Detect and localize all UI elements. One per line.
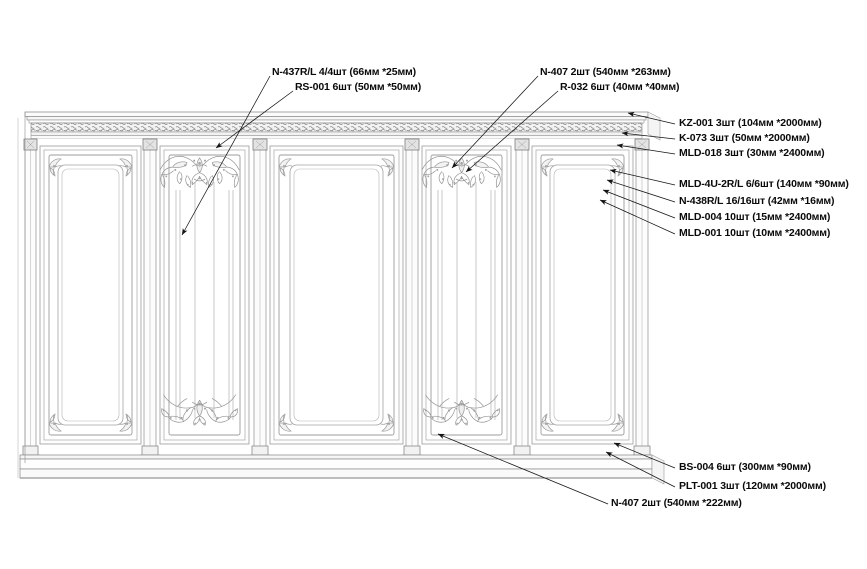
label-mld018: MLD-018 3шт (30мм *2400мм) [679,147,825,159]
label-r032: R-032 6шт (40мм *40мм) [560,81,680,93]
cornice-group [25,112,660,140]
wall-panel-4-ornate [422,146,511,444]
label-mld001: MLD-001 10шт (10мм *2400мм) [679,227,831,239]
wall-panel-5 [532,146,633,444]
baseboard-group [20,455,664,484]
label-mld4u2: MLD-4U-2R/L 6/6шт (140мм *90мм) [679,178,849,190]
wall-panel-2-ornate [160,146,249,444]
label-n407-top: N-407 2шт (540мм *263мм) [540,66,671,78]
label-bs004: BS-004 6шт (300мм *90мм) [679,461,811,473]
label-plt001: PLT-001 3шт (120мм *2000мм) [679,480,826,492]
wall-panel-1 [40,146,141,444]
wall-assembly [18,112,664,484]
wall-panel-3 [270,146,403,444]
label-n407-bot: N-407 2шт (540мм *222мм) [611,497,742,509]
label-n437: N-437R/L 4/4шт (66мм *25мм) [272,66,417,78]
label-mld004: MLD-004 10шт (15мм *2400мм) [679,211,831,223]
label-k073: K-073 3шт (50мм *2000мм) [679,132,810,144]
label-n438: N-438R/L 16/16шт (42мм *16мм) [679,195,835,207]
label-kz001: KZ-001 3шт (104мм *2000мм) [679,117,822,129]
label-rs001: RS-001 6шт (50мм *50мм) [295,81,422,93]
